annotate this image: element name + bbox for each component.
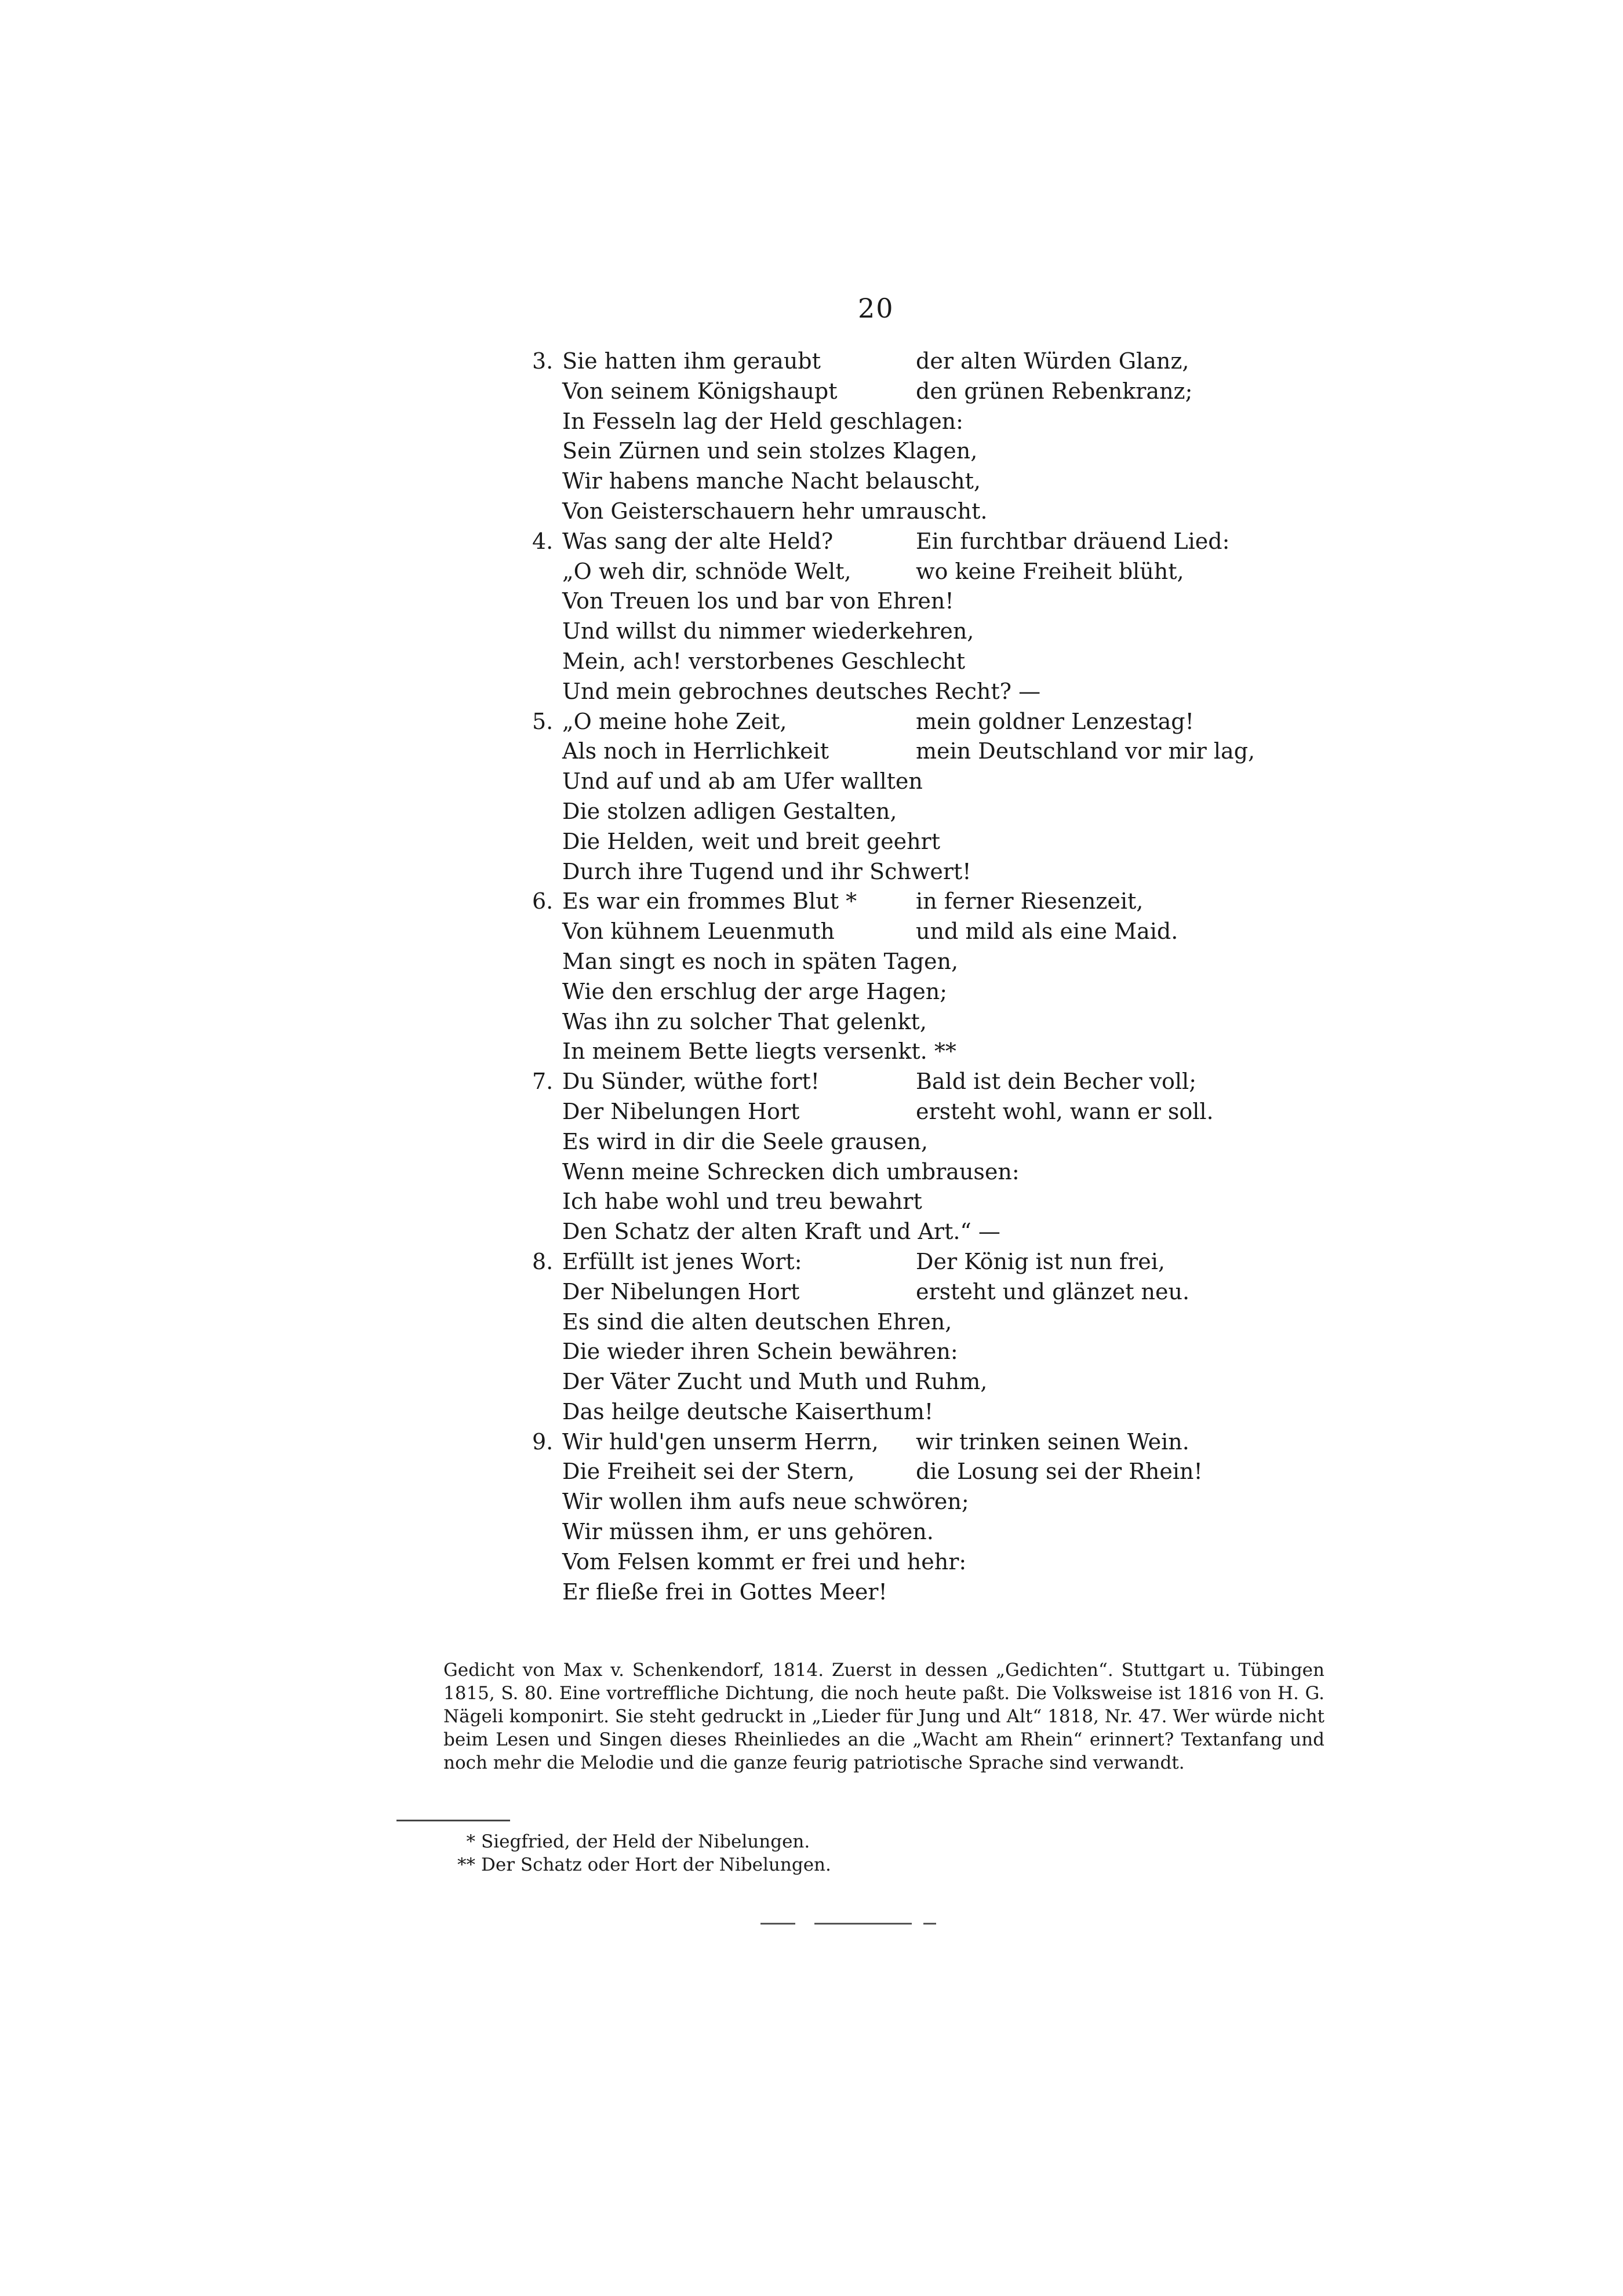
verse-line <box>532 677 1274 707</box>
verse-text: Der Nibelungen Hort <box>562 1278 800 1304</box>
stanza <box>532 527 1274 707</box>
footnote-mark: * <box>466 1831 475 1852</box>
verse-line <box>532 1007 1274 1037</box>
verse-text-second-half: der alten Würden Glanz, <box>916 348 1189 374</box>
verse-text: Du Sünder, wüthe fort! <box>562 1069 820 1095</box>
verse-line <box>532 407 1274 437</box>
footnote-separator <box>396 1820 510 1821</box>
verse-line <box>532 1127 1274 1157</box>
verse-line <box>532 557 1274 587</box>
verse-text: Die wieder ihren Schein bewähren: <box>562 1339 958 1365</box>
footnotes <box>441 1830 1020 1876</box>
verse-line <box>532 827 1274 857</box>
verse-text: Mein, ach! verstorbenes Geschlecht <box>562 648 966 674</box>
verse-text: Wir müssen ihm, er uns gehören. <box>562 1519 934 1545</box>
verse-line <box>532 497 1274 527</box>
verse-line <box>532 1097 1274 1127</box>
verse-line <box>532 1277 1274 1307</box>
verse-line <box>532 1307 1274 1337</box>
verse-text: Es war ein frommes Blut * <box>562 888 857 914</box>
verse-text-second-half: den grünen Rebenkranz; <box>916 378 1193 404</box>
verse-text-second-half: mein Deutschland vor mir lag, <box>916 738 1256 764</box>
verse-line <box>532 1157 1274 1187</box>
poem <box>532 347 1274 1607</box>
verse-text: Was sang der alte Held? <box>562 528 834 554</box>
verse-text: Die Freiheit sei der Stern, <box>562 1459 855 1485</box>
verse-text: Von Geisterschauern hehr umrauscht. <box>562 498 988 524</box>
verse-text: Der Väter Zucht und Muth und Ruhm, <box>562 1369 988 1395</box>
end-rule <box>760 1923 795 1925</box>
verse-line <box>532 1367 1274 1397</box>
stanza-number: 9. <box>532 1428 554 1455</box>
verse-line <box>532 737 1274 767</box>
verse-line <box>532 797 1274 827</box>
verse-text: Sie hatten ihm geraubt <box>562 348 821 374</box>
verse-text: Man singt es noch in späten Tagen, <box>562 948 959 974</box>
verse-text: Ich habe wohl und treu bewahrt <box>562 1189 922 1215</box>
verse-text: Wir wollen ihm aufs neue schwören; <box>562 1489 969 1515</box>
stanza <box>532 887 1274 1067</box>
verse-line <box>532 977 1274 1007</box>
verse-text: Es wird in dir die Seele grausen, <box>562 1128 928 1154</box>
footnote-text: Der Schatz oder Hort der Nibelungen. <box>481 1854 831 1875</box>
verse-text-second-half: wo keine Freiheit blüht, <box>916 558 1184 584</box>
verse-text: Wir huld'gen unserm Herrn, <box>562 1428 879 1455</box>
verse-line <box>532 1547 1274 1577</box>
verse-line <box>532 1217 1274 1247</box>
verse-text-second-half: mein goldner Lenzestag! <box>916 708 1194 734</box>
verse-line <box>532 1427 1274 1457</box>
verse-text: Den Schatz der alten Kraft und Art.“ — <box>562 1219 1000 1245</box>
source-note: Gedicht von Max v. Schenkendorf, 1814. Zuerst in dessen „Gedichten“. Stuttgart u. Tübingen 1815, S. 80. Eine vortreffliche Dichtung, die noch heute paßt. Die Volksweise ist 1816 von H. G. Nägeli komponirt. Sie steht gedruckt in „Lieder für Jung und Alt“ 1818, Nr. 47. Wer würde nicht beim Lesen und Singen dieses Rheinliedes an die „Wacht am Rhein“ erinnert? Textanfang und noch mehr die Melodie und die ganze feurig patriotische Sprache sind verwandt. <box>443 1660 1324 1773</box>
verse-line <box>532 347 1274 377</box>
verse-line <box>532 1487 1274 1517</box>
footnote-mark: ** <box>457 1854 475 1875</box>
verse-text-second-half: die Losung sei der Rhein! <box>916 1459 1203 1485</box>
stanza-number: 3. <box>532 348 554 374</box>
footnote <box>441 1830 1020 1853</box>
verse-text: Wir habens manche Nacht belauscht, <box>562 468 981 494</box>
verse-text: Der Nibelungen Hort <box>562 1098 800 1124</box>
stanza <box>532 1067 1274 1247</box>
footnote-text: Siegfried, der Held der Nibelungen. <box>481 1831 810 1852</box>
verse-line <box>532 707 1274 737</box>
verse-text: Die stolzen adligen Gestalten, <box>562 798 897 824</box>
verse-text: Von kühnem Leuenmuth <box>562 919 835 945</box>
verse-text: In meinem Bette liegts versenkt. ** <box>562 1038 956 1065</box>
stanza-number: 8. <box>532 1248 554 1274</box>
end-rule <box>923 1923 936 1925</box>
verse-text: Er fließe frei in Gottes Meer! <box>562 1579 887 1605</box>
stanza-number: 5. <box>532 708 554 734</box>
verse-text: Und mein gebrochnes deutsches Recht? — <box>562 678 1041 704</box>
verse-text: Vom Felsen kommt er frei und hehr: <box>562 1548 967 1575</box>
verse-line <box>532 767 1274 797</box>
stanza-number: 7. <box>532 1069 554 1095</box>
verse-text-second-half: ersteht wohl, wann er soll. <box>916 1098 1214 1124</box>
verse-text: „O weh dir, schnöde Welt, <box>562 558 851 584</box>
verse-text: Wenn meine Schrecken dich umbrausen: <box>562 1158 1020 1185</box>
stanza-number: 6. <box>532 888 554 914</box>
verse-line <box>532 887 1274 917</box>
verse-line <box>532 1517 1274 1547</box>
verse-text: Das heilge deutsche Kaiserthum! <box>562 1398 934 1424</box>
verse-text-second-half: in ferner Riesenzeit, <box>916 888 1144 914</box>
verse-line <box>532 1457 1274 1487</box>
verse-text-second-half: Der König ist nun frei, <box>916 1248 1165 1274</box>
verse-line <box>532 1247 1274 1277</box>
verse-line <box>532 1337 1274 1367</box>
verse-text: Erfüllt ist jenes Wort: <box>562 1248 802 1274</box>
footnote <box>441 1853 1020 1876</box>
verse-text: In Fesseln lag der Held geschlagen: <box>562 408 963 434</box>
verse-line <box>532 467 1274 497</box>
verse-text: Wie den erschlug der arge Hagen; <box>562 978 948 1004</box>
verse-line <box>532 377 1274 407</box>
verse-text-second-half: Bald ist dein Becher voll; <box>916 1069 1197 1095</box>
verse-text: Sein Zürnen und sein stolzes Klagen, <box>562 438 978 464</box>
stanza <box>532 1247 1274 1427</box>
verse-text-second-half: Ein furchtbar dräuend Lied: <box>916 528 1230 554</box>
verse-line <box>532 1187 1274 1217</box>
verse-text-second-half: und mild als eine Maid. <box>916 919 1178 945</box>
verse-line <box>532 1577 1274 1608</box>
verse-line <box>532 857 1274 887</box>
stanza <box>532 347 1274 527</box>
verse-text: Was ihn zu solcher That gelenkt, <box>562 1008 927 1034</box>
verse-line <box>532 947 1274 977</box>
verse-text: Es sind die alten deutschen Ehren, <box>562 1309 952 1335</box>
verse-text: Und auf und ab am Ufer wallten <box>562 768 923 795</box>
verse-line <box>532 436 1274 467</box>
stanza <box>532 1427 1274 1608</box>
verse-text: Von seinem Königshaupt <box>562 378 838 404</box>
verse-line <box>532 647 1274 677</box>
verse-line <box>532 917 1274 947</box>
verse-text: Von Treuen los und bar von Ehren! <box>562 588 954 614</box>
verse-line <box>532 1397 1274 1427</box>
verse-line <box>532 527 1274 557</box>
verse-text-second-half: ersteht und glänzet neu. <box>916 1278 1190 1304</box>
stanza <box>532 707 1274 887</box>
verse-text: Und willst du nimmer wiederkehren, <box>562 618 974 644</box>
verse-line <box>532 617 1274 647</box>
end-rule <box>814 1923 912 1925</box>
verse-text: „O meine hohe Zeit, <box>562 708 787 734</box>
verse-text-second-half: wir trinken seinen Wein. <box>916 1428 1189 1455</box>
verse-text: Durch ihre Tugend und ihr Schwert! <box>562 858 971 884</box>
verse-text: Als noch in Herrlichkeit <box>562 738 829 764</box>
page-number: 20 <box>858 293 894 324</box>
verse-line <box>532 1037 1274 1067</box>
verse-line <box>532 1067 1274 1097</box>
stanza-number: 4. <box>532 528 554 554</box>
verse-text: Die Helden, weit und breit geehrt <box>562 828 940 854</box>
verse-line <box>532 586 1274 617</box>
